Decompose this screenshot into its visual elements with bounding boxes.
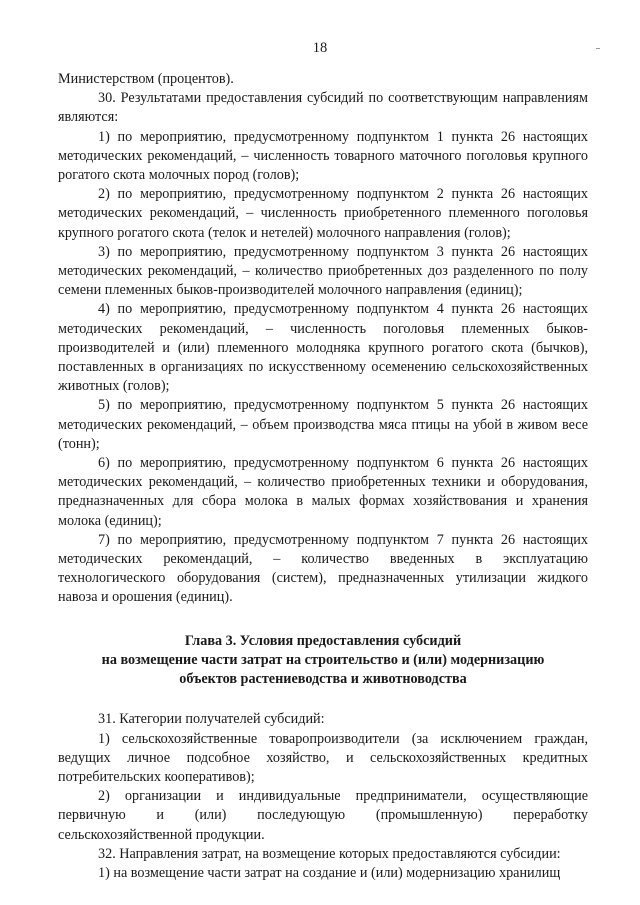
paragraph: 31. Категории получателей субсидий: (98, 711, 325, 728)
list-item: 2) по мероприятию, предусмотренному подпунктом 2 пункта 26 настоящих методических рекомендаций, – численность приобретенного племенного поголовья крупного рогатого скота (телок и нетелей) молочного направления (голов); (58, 186, 588, 241)
chapter-heading-line: Глава 3. Условия предоставления субсидий (184, 632, 462, 649)
list-item: 2) организации и индивидуальные предприниматели, осуществляющие первичную и (или) последующую (промышленную) переработку сельскохозяйственной продукции. (58, 788, 588, 843)
document-body (58, 70, 588, 883)
list-item: 1) по мероприятию, предусмотренному подпунктом 1 пункта 26 настоящих методических рекомендаций, – численность товарного маточного поголовья крупного рогатого скота молочных пород (голов); (58, 128, 588, 184)
chapter-heading-line: на возмещение части затрат на строительство и (или) модернизацию (101, 651, 545, 668)
conditions-section (58, 710, 588, 883)
results-section (58, 70, 588, 608)
page-number: 18 (312, 40, 328, 56)
list-item: 6) по мероприятию, предусмотренному подпунктом 6 пункта 26 настоящих методических рекомендаций, – количество приобретенных техники и оборудования, предназначенных для сбора молока в малых формах хозяйствования и хранения молока (единиц); (58, 455, 588, 529)
list-item: 7) по мероприятию, предусмотренному подпунктом 7 пункта 26 настоящих методических рекомендаций, – количество введенных в эксплуатацию технологического оборудования (систем), предназначенных утилизации жидкого навоза и орошения (единиц). (58, 531, 588, 606)
scan-mark (596, 48, 600, 49)
list-item: 3) по мероприятию, предусмотренному подпунктом 3 пункта 26 настоящих методических рекомендаций, – количество приобретенных доз разделенного по полу семени племенных быков-производителей молочного направления (единиц); (58, 243, 588, 299)
chapter-heading (58, 632, 588, 690)
list-item: 4) по мероприятию, предусмотренному подпунктом 4 пункта 26 настоящих методических рекомендаций, – численность поголовья племенных быков-производителей и (или) племенного молодняка крупного рогатого скота (бычков), поставленных в организациях по искусственному осеменению сельскохозяйственных животных (голов); (58, 301, 588, 395)
chapter-heading-line: объектов растениеводства и животноводства (179, 671, 467, 688)
paragraph: 30. Результатами предоставления субсидий по соответствующим направлениям являются: (58, 90, 588, 126)
list-item: 1) на возмещение части затрат на создание и (или) модернизацию хранилищ (98, 864, 561, 881)
list-item: 5) по мероприятию, предусмотренному подпунктом 5 пункта 26 настоящих методических рекомендаций, – объем производства мяса птицы на убой в живом весе (тонн); (58, 397, 588, 452)
paragraph: 32. Направления затрат, на возмещение которых предоставляются субсидии: (98, 845, 561, 862)
list-item: 1) сельскохозяйственные товаропроизводители (за исключением граждан, ведущих личное подсобное хозяйство, и сельскохозяйственных кредитных потребительских кооперативов); (58, 730, 588, 785)
paragraph: Министерством (процентов). (58, 71, 234, 87)
